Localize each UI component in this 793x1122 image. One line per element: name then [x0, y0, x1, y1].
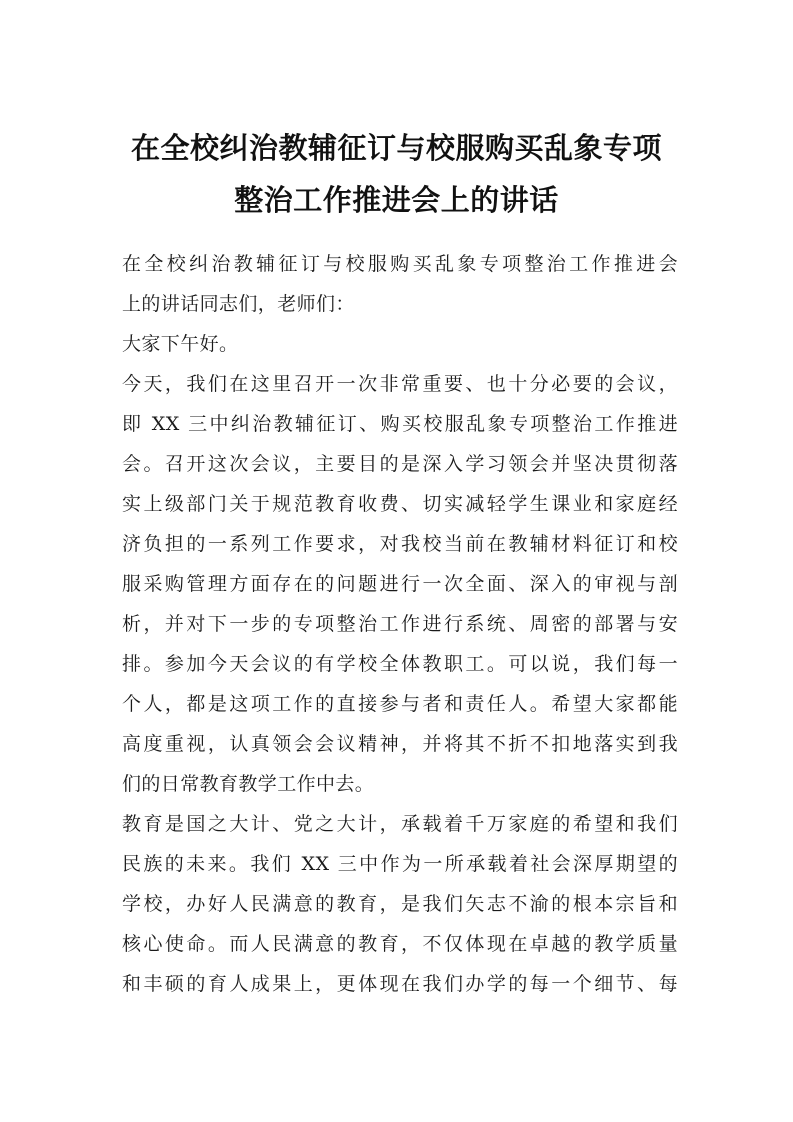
- body-line: 服采购管理方面存在的问题进行一次全面、深入的审视与剖: [122, 573, 678, 595]
- body-line: 上的讲话同志们，老师们：: [122, 293, 355, 315]
- body-line: 济负担的一系列工作要求，对我校当前在教辅材料征订和校: [122, 533, 678, 555]
- body-line: 核心使命。而人民满意的教育，不仅体现在卓越的教学质量: [122, 933, 678, 955]
- body-line: 在全校纠治教辅征订与校服购买乱象专项整治工作推进会: [122, 253, 678, 275]
- body-line: 实上级部门关于规范教育收费、切实减轻学生课业和家庭经: [122, 493, 678, 515]
- document-title: [100, 122, 693, 226]
- body-line: 大家下午好。: [122, 333, 239, 355]
- body-line: 排。参加今天会议的有学校全体教职工。可以说，我们每一: [122, 653, 678, 675]
- body-line: 学校，办好人民满意的教育，是我们矢志不渝的根本宗旨和: [122, 893, 678, 915]
- body-line: 会。召开这次会议，主要目的是深入学习领会并坚决贯彻落: [122, 453, 678, 475]
- body-line: 今天，我们在这里召开一次非常重要、也十分必要的会议，: [122, 373, 678, 395]
- body-line: 教育是国之大计、党之大计，承载着千万家庭的希望和我们: [122, 813, 678, 835]
- body-line: 民族的未来。我们 XX 三中作为一所承载着社会深厚期望的: [122, 853, 678, 875]
- body-line: 和丰硕的育人成果上，更体现在我们办学的每一个细节、每: [122, 973, 678, 995]
- body-line: 即 XX 三中纠治教辅征订、购买校服乱象专项整治工作推进: [122, 413, 678, 435]
- body-line: 高度重视，认真领会会议精神，并将其不折不扣地落实到我: [122, 733, 678, 755]
- body-line: 个人，都是这项工作的直接参与者和责任人。希望大家都能: [122, 693, 678, 715]
- body-line: 析，并对下一步的专项整治工作进行系统、周密的部署与安: [122, 613, 678, 635]
- title-line-1: 在全校纠治教辅征订与校服购买乱象专项: [130, 131, 662, 165]
- title-line-2: 整治工作推进会上的讲话: [234, 183, 559, 217]
- body-line: 们的日常教育教学工作中去。: [122, 773, 375, 795]
- document-body: [122, 244, 678, 1004]
